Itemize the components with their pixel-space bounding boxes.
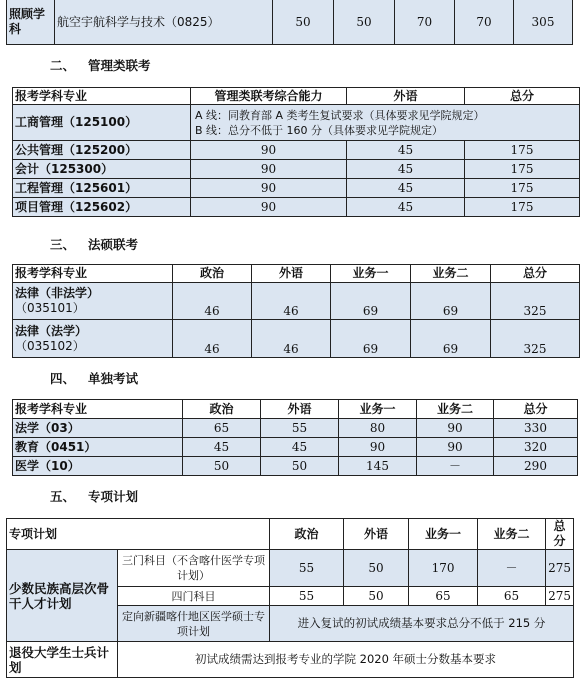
requirement-cell: 初试成绩需达到报考专业的学院 2020 年硕士分数基本要求 <box>118 642 574 678</box>
score-cell: 69 <box>331 283 411 320</box>
law-table <box>12 264 580 358</box>
group-label: 少数民族高层次骨干人才计划 <box>7 550 118 642</box>
subject-cell: 定向新疆喀什地区医学硕士专项计划 <box>118 606 270 642</box>
score-cell: 46 <box>173 283 252 320</box>
total-cell: 290 <box>494 457 578 476</box>
score-cell: 65 <box>478 587 546 606</box>
column-header: 报考学科专业 <box>13 400 183 419</box>
score-cell: － <box>417 457 494 476</box>
column-header: 业务一 <box>339 400 417 419</box>
subject-cell: 三门科目（不含喀什医学专项计划） <box>118 550 270 587</box>
column-header: 专项计划 <box>7 519 270 550</box>
section-heading-2: 二、 管理类联考 <box>50 58 151 73</box>
value-cell: 50 <box>334 0 395 45</box>
score-cell: 90 <box>191 141 347 160</box>
separate-exam-table <box>12 399 578 476</box>
value-cell: 70 <box>395 0 455 45</box>
subject-cell: 法律（法学） （035102） <box>13 320 173 358</box>
subject-cell: 教育（0451） <box>13 438 183 457</box>
column-header: 总分 <box>494 400 578 419</box>
score-cell: 46 <box>173 320 252 358</box>
column-header: 业务一 <box>409 519 478 550</box>
score-cell: 145 <box>339 457 417 476</box>
subject-cell: 四门科目 <box>118 587 270 606</box>
column-header: 业务一 <box>331 265 411 283</box>
total-cell: 275 <box>546 587 574 606</box>
section-heading-3: 三、 法硕联考 <box>50 237 139 252</box>
row-label: 照顾学科 <box>7 0 55 45</box>
score-cell: 55 <box>270 587 344 606</box>
subject-cell: 航空宇航科学与技术（0825） <box>55 0 273 45</box>
special-plan-table <box>6 518 574 678</box>
subject-cell: 公共管理（125200） <box>13 141 191 160</box>
total-cell: 325 <box>491 320 580 358</box>
score-cell: 90 <box>417 438 494 457</box>
score-cell: 65 <box>183 419 261 438</box>
line-a-text: A 线：同教育部 A 类考生复试要求（具体要求见学院规定） <box>195 108 485 122</box>
score-cell: 90 <box>191 160 347 179</box>
column-header: 业务二 <box>478 519 546 550</box>
column-header: 业务二 <box>411 265 491 283</box>
total-cell: 325 <box>491 283 580 320</box>
column-header: 总分 <box>491 265 580 283</box>
total-cell: 305 <box>514 0 573 45</box>
score-cell: 55 <box>270 550 344 587</box>
column-header: 报考学科专业 <box>13 88 191 105</box>
column-header: 政治 <box>270 519 344 550</box>
column-header: 政治 <box>173 265 252 283</box>
requirement-cell <box>191 105 580 141</box>
score-cell: 90 <box>191 198 347 217</box>
score-cell: － <box>478 550 546 587</box>
score-cell: 45 <box>183 438 261 457</box>
score-cell: 170 <box>409 550 478 587</box>
subject-cell: 工商管理（125100） <box>13 105 191 141</box>
subject-cell: 工程管理（125601） <box>13 179 191 198</box>
column-header: 业务二 <box>417 400 494 419</box>
top-table <box>6 0 573 45</box>
score-cell: 80 <box>339 419 417 438</box>
requirement-cell: 进入复试的初试成绩基本要求总分不低于 215 分 <box>270 606 574 642</box>
total-cell: 175 <box>465 160 580 179</box>
subject-cell: 法律（非法学） （035101） <box>13 283 173 320</box>
column-header: 总分 <box>546 519 574 550</box>
score-cell: 50 <box>261 457 339 476</box>
total-cell: 175 <box>465 141 580 160</box>
column-header: 外语 <box>347 88 465 105</box>
value-cell: 50 <box>273 0 334 45</box>
section-heading-5: 五、 专项计划 <box>50 489 139 504</box>
column-header: 政治 <box>183 400 261 419</box>
score-cell: 90 <box>339 438 417 457</box>
score-cell: 45 <box>347 198 465 217</box>
veteran-label: 退役大学生士兵计划 <box>7 642 118 678</box>
management-table <box>12 87 580 217</box>
score-cell: 45 <box>347 160 465 179</box>
score-cell: 45 <box>261 438 339 457</box>
column-header: 外语 <box>344 519 409 550</box>
score-cell: 45 <box>347 179 465 198</box>
section-heading-4: 四、 单独考试 <box>50 371 139 386</box>
score-cell: 55 <box>261 419 339 438</box>
score-cell: 69 <box>411 320 491 358</box>
score-cell: 90 <box>417 419 494 438</box>
value-cell: 70 <box>455 0 514 45</box>
subject-cell: 项目管理（125602） <box>13 198 191 217</box>
score-cell: 45 <box>347 141 465 160</box>
subject-cell: 会计（125300） <box>13 160 191 179</box>
column-header: 外语 <box>252 265 331 283</box>
score-cell: 90 <box>191 179 347 198</box>
score-cell: 69 <box>411 283 491 320</box>
line-b-text: B 线：总分不低于 160 分（具体要求见学院规定） <box>195 123 444 137</box>
subject-cell: 医学（10） <box>13 457 183 476</box>
total-cell: 320 <box>494 438 578 457</box>
column-header: 总分 <box>465 88 580 105</box>
score-cell: 46 <box>252 283 331 320</box>
total-cell: 175 <box>465 179 580 198</box>
total-cell: 275 <box>546 550 574 587</box>
score-cell: 46 <box>252 320 331 358</box>
score-cell: 50 <box>344 550 409 587</box>
column-header: 管理类联考综合能力 <box>191 88 347 105</box>
column-header: 报考学科专业 <box>13 265 173 283</box>
column-header: 外语 <box>261 400 339 419</box>
score-cell: 65 <box>409 587 478 606</box>
score-cell: 69 <box>331 320 411 358</box>
score-cell: 50 <box>344 587 409 606</box>
score-cell: 50 <box>183 457 261 476</box>
total-cell: 175 <box>465 198 580 217</box>
subject-cell: 法学（03） <box>13 419 183 438</box>
total-cell: 330 <box>494 419 578 438</box>
